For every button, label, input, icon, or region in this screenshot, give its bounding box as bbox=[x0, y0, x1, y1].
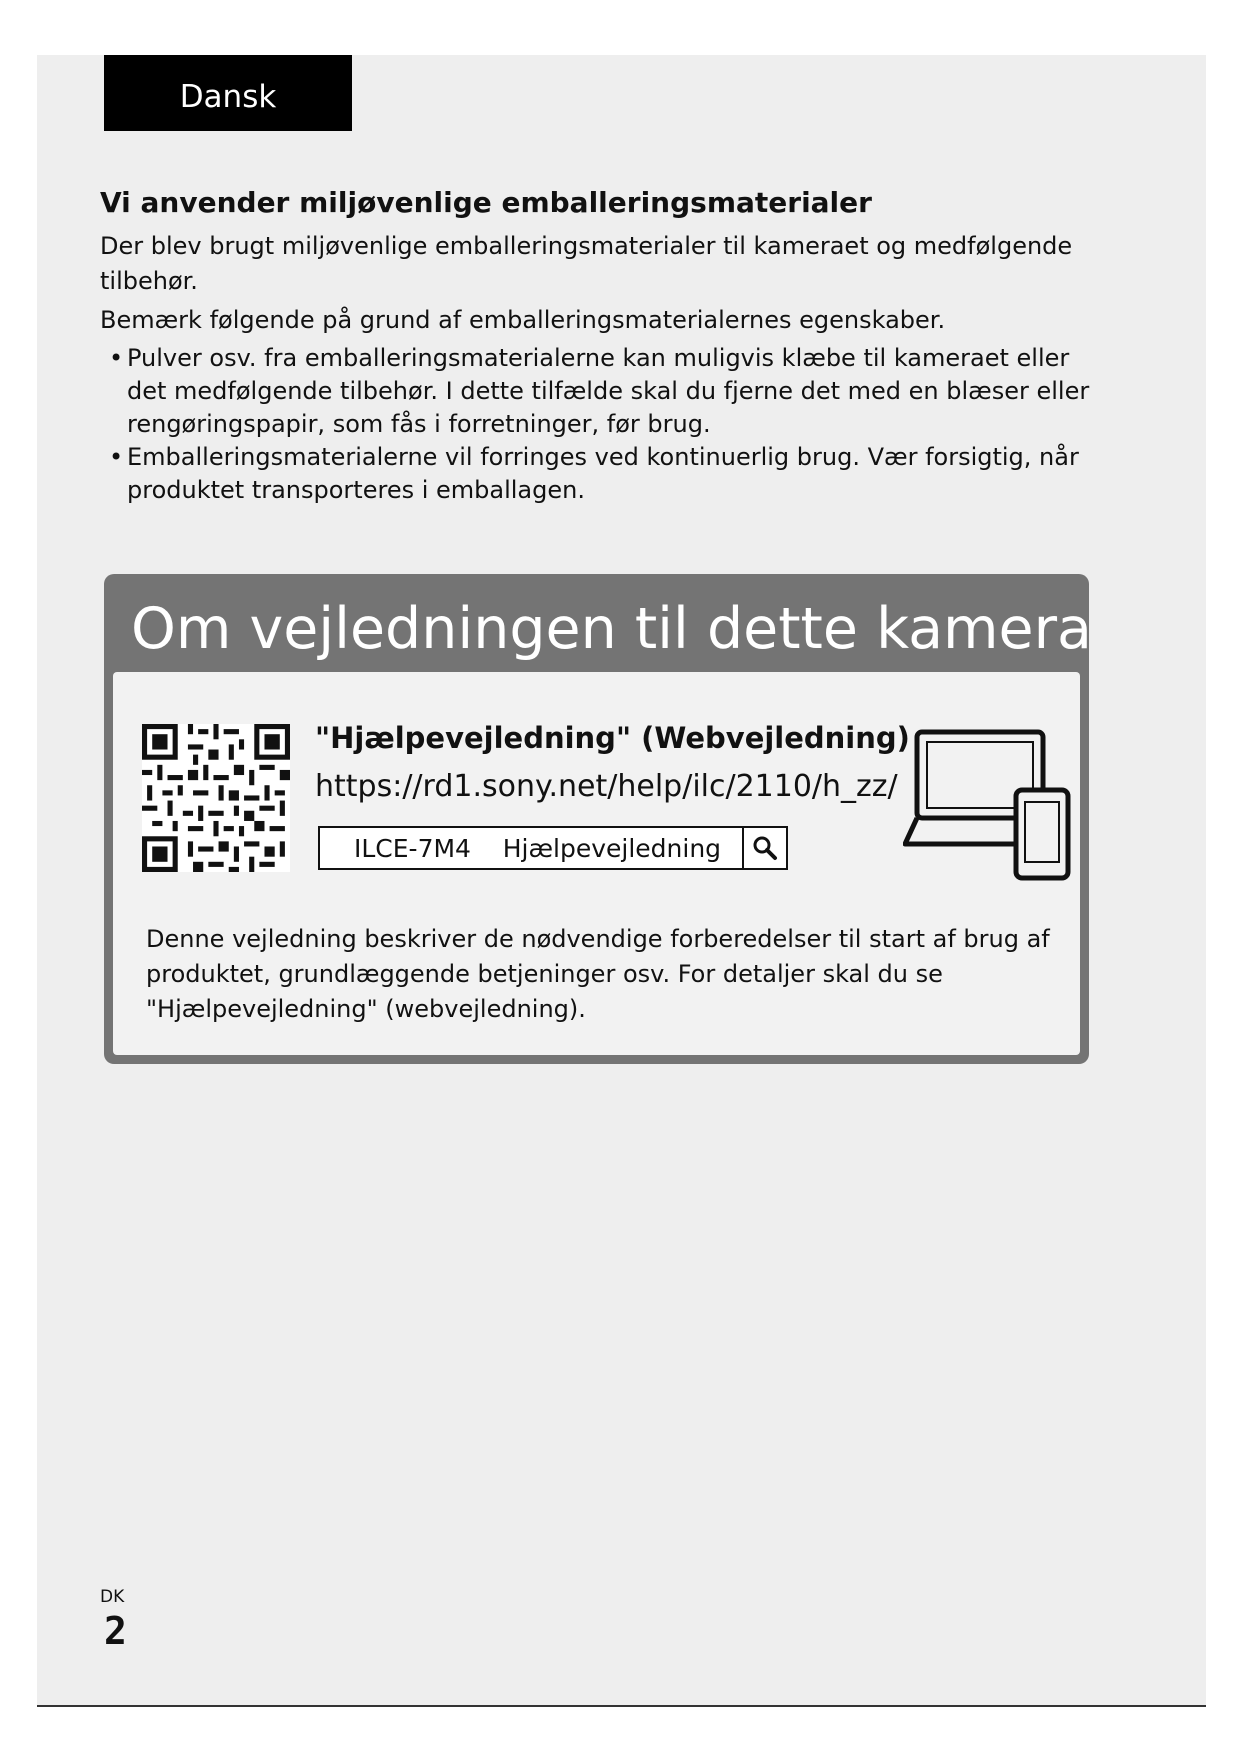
language-tab bbox=[104, 55, 352, 131]
language-tab-label: Dansk bbox=[179, 79, 277, 115]
bullet-icon: • bbox=[109, 443, 124, 471]
guide-description: Denne vejledning beskriver de nødvendige forberedelser til start af brug af produktet, grundlæggende betjeninger osv. For detaljer skal du se "Hjælpevejledning" (webvejledning). bbox=[146, 925, 1050, 1023]
eco-packaging-section bbox=[100, 183, 1100, 507]
qr-code-icon[interactable] bbox=[142, 724, 290, 872]
bullet-text: Emballeringsmaterialerne vil forringes ved kontinuerlig brug. Vær forsigtig, når produktet transporteres i emballagen. bbox=[127, 443, 1079, 504]
search-input-text: ILCE-7M4 Hjælpevejledning bbox=[354, 834, 722, 863]
search-input[interactable] bbox=[318, 826, 788, 870]
footer-country-code: DK bbox=[100, 1587, 125, 1607]
laptop-phone-icon bbox=[903, 728, 1073, 882]
search-icon bbox=[751, 834, 779, 862]
eco-paragraph-1: Der blev brugt miljøvenlige emballeringsmaterialer til kameraet og medfølgende tilbehør. bbox=[100, 232, 1073, 295]
eco-heading: Vi anvender miljøvenlige emballeringsmaterialer bbox=[100, 186, 872, 219]
bullet-text: Pulver osv. fra emballeringsmaterialerne kan muligvis klæbe til kameraet eller det medfølgende tilbehør. I dette tilfælde skal du fjerne det med en blæser eller rengøringspapir, som fås i forretninger, før brug. bbox=[127, 344, 1090, 438]
guide-title: Om vejledningen til dette kamera bbox=[131, 596, 1092, 662]
guide-url-link[interactable]: https://rd1.sony.net/help/ilc/2110/h_zz/ bbox=[315, 769, 898, 804]
page-number: 2 bbox=[104, 1609, 127, 1653]
guide-name: "Hjælpevejledning" (Webvejledning) bbox=[315, 721, 910, 755]
eco-bullet-list bbox=[100, 342, 1100, 507]
list-item bbox=[100, 342, 1100, 441]
list-item bbox=[100, 441, 1100, 507]
bullet-icon: • bbox=[109, 344, 124, 372]
search-button[interactable] bbox=[742, 828, 786, 868]
eco-paragraph-2: Bemærk følgende på grund af emballeringsmaterialernes egenskaber. bbox=[100, 306, 946, 334]
